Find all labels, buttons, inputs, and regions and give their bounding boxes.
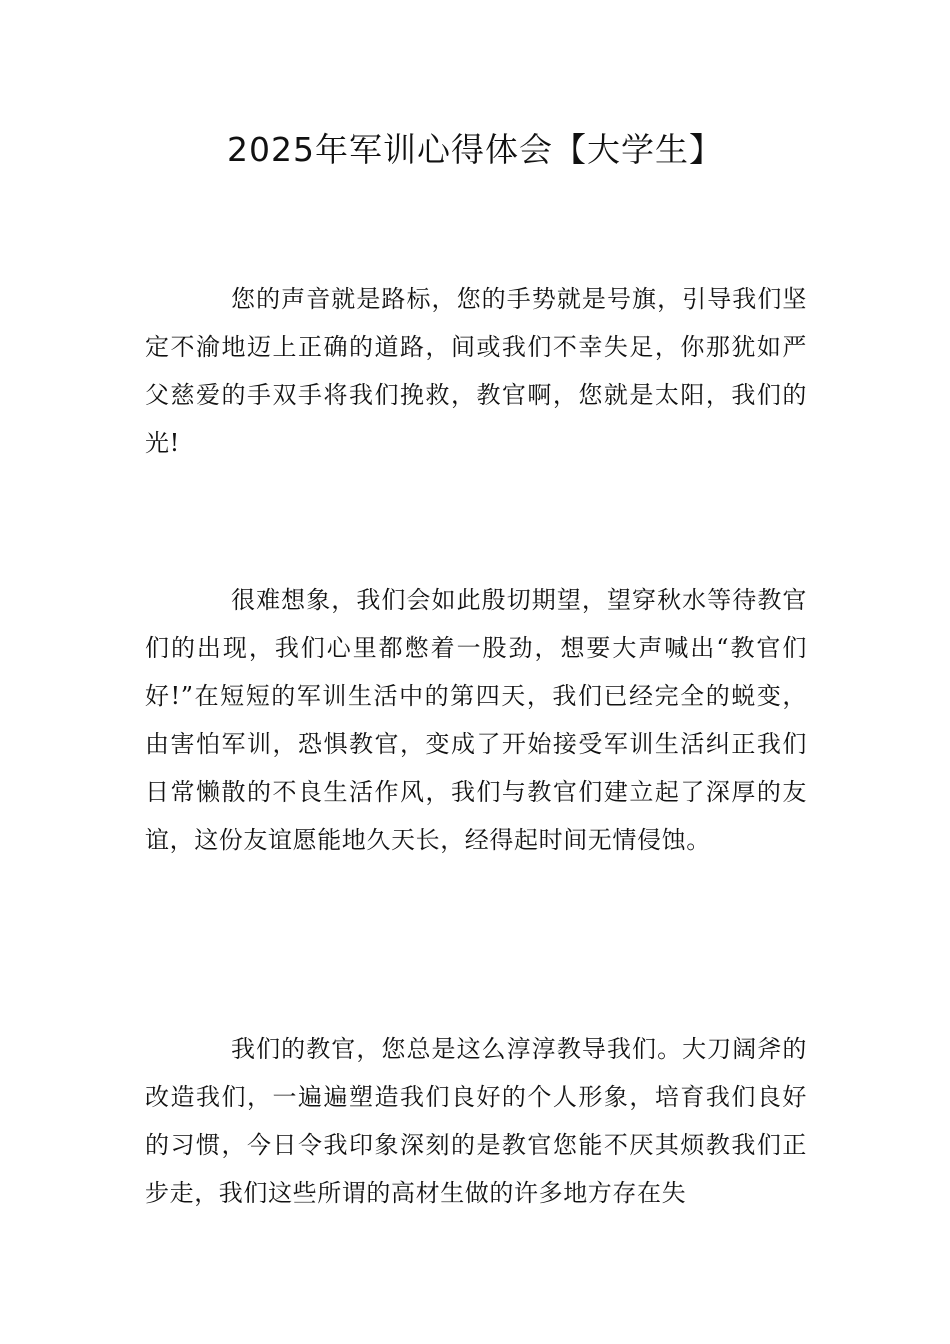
paragraph-2: 很难想象，我们会如此殷切期望，望穿秋水等待教官们的出现，我们心里都憋着一股劲，想要大声喊出“教官们好!”在短短的军训生活中的第四天，我们已经完全的蜕变，由害怕军训，恐惧教官，变成了开始接受军训生活纠正我们日常懒散的不良生活作风，我们与教官们建立起了深厚的友谊，这份友谊愿能地久天长，经得起时间无情侵蚀。 xyxy=(145,586,807,854)
paragraph-3: 我们的教官，您总是这么淳淳教导我们。大刀阔斧的改造我们，一遍遍塑造我们良好的个人形象，培育我们良好的习惯，今日令我印象深刻的是教官您能不厌其烦教我们正步走，我们这些所谓的高材生做的许多地方存在失 xyxy=(145,1035,807,1207)
paragraph-1: 您的声音就是路标，您的手势就是号旗，引导我们坚定不渝地迈上正确的道路，间或我们不幸失足，你那犹如严父慈爱的手双手将我们挽救，教官啊，您就是太阳，我们的光! xyxy=(145,285,807,457)
document-title: 2025年军训心得体会【大学生】 xyxy=(227,130,723,169)
